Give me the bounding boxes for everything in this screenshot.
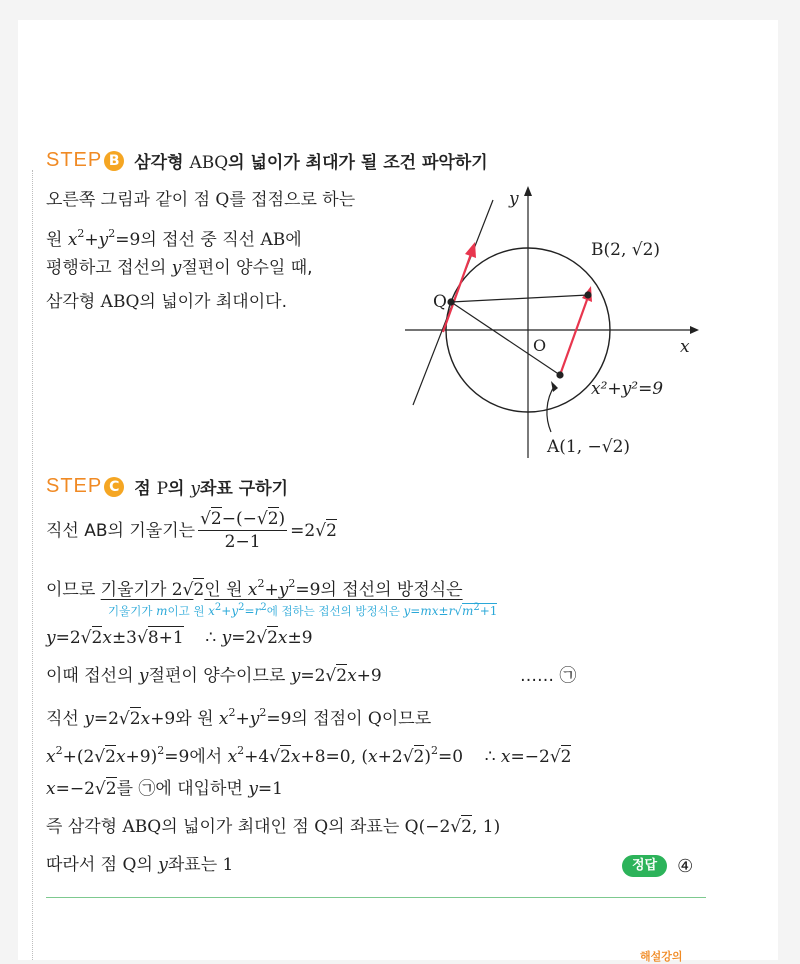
tangent-equation-line: 이므로 기울기가 2√2인 원 $x^2+y^2=9$의 접선의 방정식은 [46,577,463,600]
answer-badge: 정답 [622,855,667,877]
point-b-label: B(2, √2) [591,240,661,260]
answer-block [622,855,693,877]
x-axis-label: x [680,337,690,357]
point-a [556,371,563,378]
origin-label: O [533,336,547,355]
step-b-line-2: 원 $x^2+y^2=9$의 접선 중 직선 AB에 [46,227,302,250]
circle-equation-label: x²+y²=9 [591,379,664,399]
point-a-label: A(1, −√2) [547,437,631,457]
tangent-arrowhead [465,242,476,258]
tangent-general-line: y=2√2x±3√8+1 ∴ y=2√2x±9 [46,628,313,648]
answer-value: ④ [677,855,694,877]
point-q-coordinate-line: 즉 삼각형 ABQ의 넓이가 최대인 점 Q의 좌표는 Q(−2√2, 1) [46,817,501,837]
slope-fraction [198,508,287,553]
slope-line [46,508,337,553]
solve-x-line: $x^2+(2√2x+9)^2=9$에서 $x^2+4√2x+8=0$, $(x+2√2)^2=0$ ∴ x=−2√2 [46,744,572,767]
step-b-label: STEP [46,149,103,171]
step-b-title: 삼각형 ABQ의 넓이가 최대가 될 조건 파악하기 [134,153,488,173]
conclusion-line: 따라서 점 Q의 y좌표는 1 [46,855,234,875]
slope-numerator: √2−(−√2) [200,509,286,529]
slope-result: =2√2 [290,520,337,541]
point-b [584,291,591,298]
slope-denominator: 2−1 [224,532,261,552]
step-c-label: STEP [46,475,103,497]
substitute-line: x=−2√2를 ㉠에 대입하면 y=1 [46,779,283,799]
step-b-line-1: 오른쪽 그림과 같이 점 Q를 접점으로 하는 [46,190,356,210]
step-c-title: 점 P의 y좌표 구하기 [134,479,289,499]
positive-intercept-line: 이때 접선의 y절편이 양수이므로 y=2√2x+9 [46,666,382,686]
point-q-label: Q [433,292,447,312]
step-b-badge: B [104,151,124,171]
slope-intro: 직선 AB의 기울기는 [46,520,196,541]
section-divider [46,897,706,898]
segment-qb [451,295,588,302]
step-c-badge: C [104,477,124,497]
contact-point-line: 직선 y=2√2x+9와 원 $x^2+y^2=9$의 접점이 Q이므로 [46,706,432,729]
point-q [447,298,454,305]
equation-ref-mark: …… ㉠ [520,666,577,686]
margin-dotted-line [32,170,33,960]
step-c-header [46,474,288,499]
circle-diagram [405,180,705,465]
line-ab [560,297,588,375]
y-axis-label: y [509,189,519,209]
tangent-red-arrow [443,254,471,332]
step-b-header [46,148,488,173]
y-axis-arrow [524,186,532,196]
step-b-line-3: 평행하고 접선의 y절편이 양수일 때, [46,258,313,278]
step-b-line-4: 삼각형 ABQ의 넓이가 최대이다. [46,292,287,312]
tangent-formula-tip: 기울기가 m이고 원 $x^2+y^2=r^2$에 접하는 접선의 방정식은 $y=mx\pm r√m^2+1$ [108,602,498,618]
x-axis-arrow [690,326,699,334]
footer-label: 해설강의 [640,950,683,963]
